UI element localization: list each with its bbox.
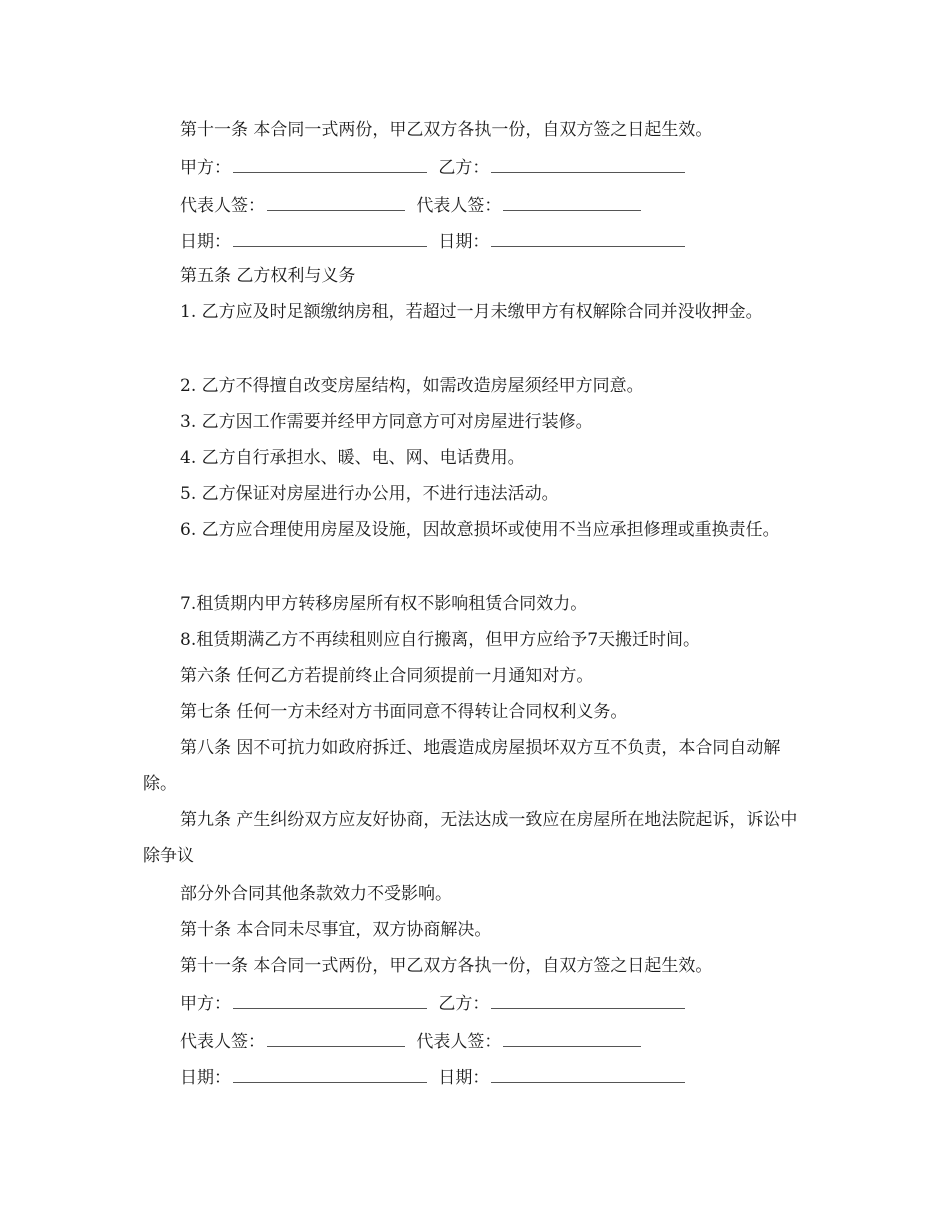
- date-a-label: 日期：: [180, 1068, 231, 1088]
- clause-6: 第六条 任何乙方若提前终止合同须提前一月通知对方。: [180, 666, 594, 686]
- rep-b-label: 代表人签：: [416, 196, 502, 216]
- date-b-label: 日期：: [438, 232, 490, 252]
- clause-5-item-1: 1. 乙方应及时足额缴纳房租，若超过一月未缴甲方有权解除合同并没收押金。: [180, 302, 763, 322]
- rep-b-label: 代表人签：: [416, 1032, 502, 1052]
- clause-9-continued: 部分外合同其他条款效力不受影响。: [180, 884, 452, 904]
- party-a-label: 甲方：: [180, 158, 231, 178]
- clause-5-item-2: 2. 乙方不得擅自改变房屋结构，如需改造房屋须经甲方同意。: [180, 376, 644, 396]
- party-b-label: 乙方：: [438, 158, 490, 178]
- clause-5-title: 第五条 乙方权利与义务: [180, 266, 356, 286]
- date-a-blank[interactable]: [233, 1066, 427, 1083]
- rep-b-blank[interactable]: [503, 194, 641, 211]
- rep-a-label: 代表人签：: [180, 1032, 265, 1052]
- clause-5-item-7: 7.租赁期内甲方转移房屋所有权不影响租赁合同效力。: [180, 594, 588, 614]
- clause-5-item-5: 5. 乙方保证对房屋进行办公用，不进行违法活动。: [180, 484, 559, 504]
- party-b-label: 乙方：: [438, 994, 490, 1014]
- clause-11-bottom: 第十一条 本合同一式两份，甲乙双方各执一份，自双方签之日起生效。: [180, 956, 713, 976]
- party-b-blank[interactable]: [491, 156, 685, 173]
- date-b-label: 日期：: [438, 1068, 490, 1088]
- date-b-blank[interactable]: [491, 1066, 685, 1083]
- party-b-blank[interactable]: [491, 992, 685, 1009]
- party-row-bottom: [180, 992, 691, 1014]
- clause-8: 第八条 因不可抗力如政府拆迁、地震造成房屋损坏双方互不负责，本合同自动解除。: [143, 738, 781, 794]
- clause-7: 第七条 任何一方未经对方书面同意不得转让合同权利义务。: [180, 702, 628, 722]
- rep-row-top: [180, 194, 647, 216]
- rep-a-blank[interactable]: [267, 194, 405, 211]
- date-a-label: 日期：: [180, 232, 231, 252]
- party-row-top: [180, 156, 691, 178]
- clause-11-top: 第十一条 本合同一式两份，甲乙双方各执一份，自双方签之日起生效。: [180, 120, 713, 140]
- rep-a-label: 代表人签：: [180, 196, 265, 216]
- clause-5-item-4: 4. 乙方自行承担水、暖、电、网、电话费用。: [180, 448, 525, 468]
- clause-5-item-8: 8.租赁期满乙方不再续租则应自行搬离，但甲方应给予7天搬迁时间。: [180, 630, 701, 650]
- clause-5-item-3: 3. 乙方因工作需要并经甲方同意方可对房屋进行装修。: [180, 412, 593, 432]
- party-a-label: 甲方：: [180, 994, 231, 1014]
- date-row-top: [180, 230, 691, 252]
- date-b-blank[interactable]: [491, 230, 685, 247]
- rep-a-blank[interactable]: [267, 1030, 405, 1047]
- rep-row-bottom: [180, 1030, 647, 1052]
- clause-5-item-6: 6. 乙方应合理使用房屋及设施，因故意损坏或使用不当应承担修理或重换责任。: [180, 520, 780, 540]
- rep-b-blank[interactable]: [503, 1030, 641, 1047]
- date-row-bottom: [180, 1066, 691, 1088]
- clause-9: 第九条 产生纠纷双方应友好协商，无法达成一致应在房屋所在地法院起诉，诉讼中除争议: [143, 810, 798, 866]
- party-a-blank[interactable]: [233, 992, 427, 1009]
- clause-10: 第十条 本合同未尽事宜，双方协商解决。: [180, 920, 492, 940]
- party-a-blank[interactable]: [233, 156, 427, 173]
- date-a-blank[interactable]: [233, 230, 427, 247]
